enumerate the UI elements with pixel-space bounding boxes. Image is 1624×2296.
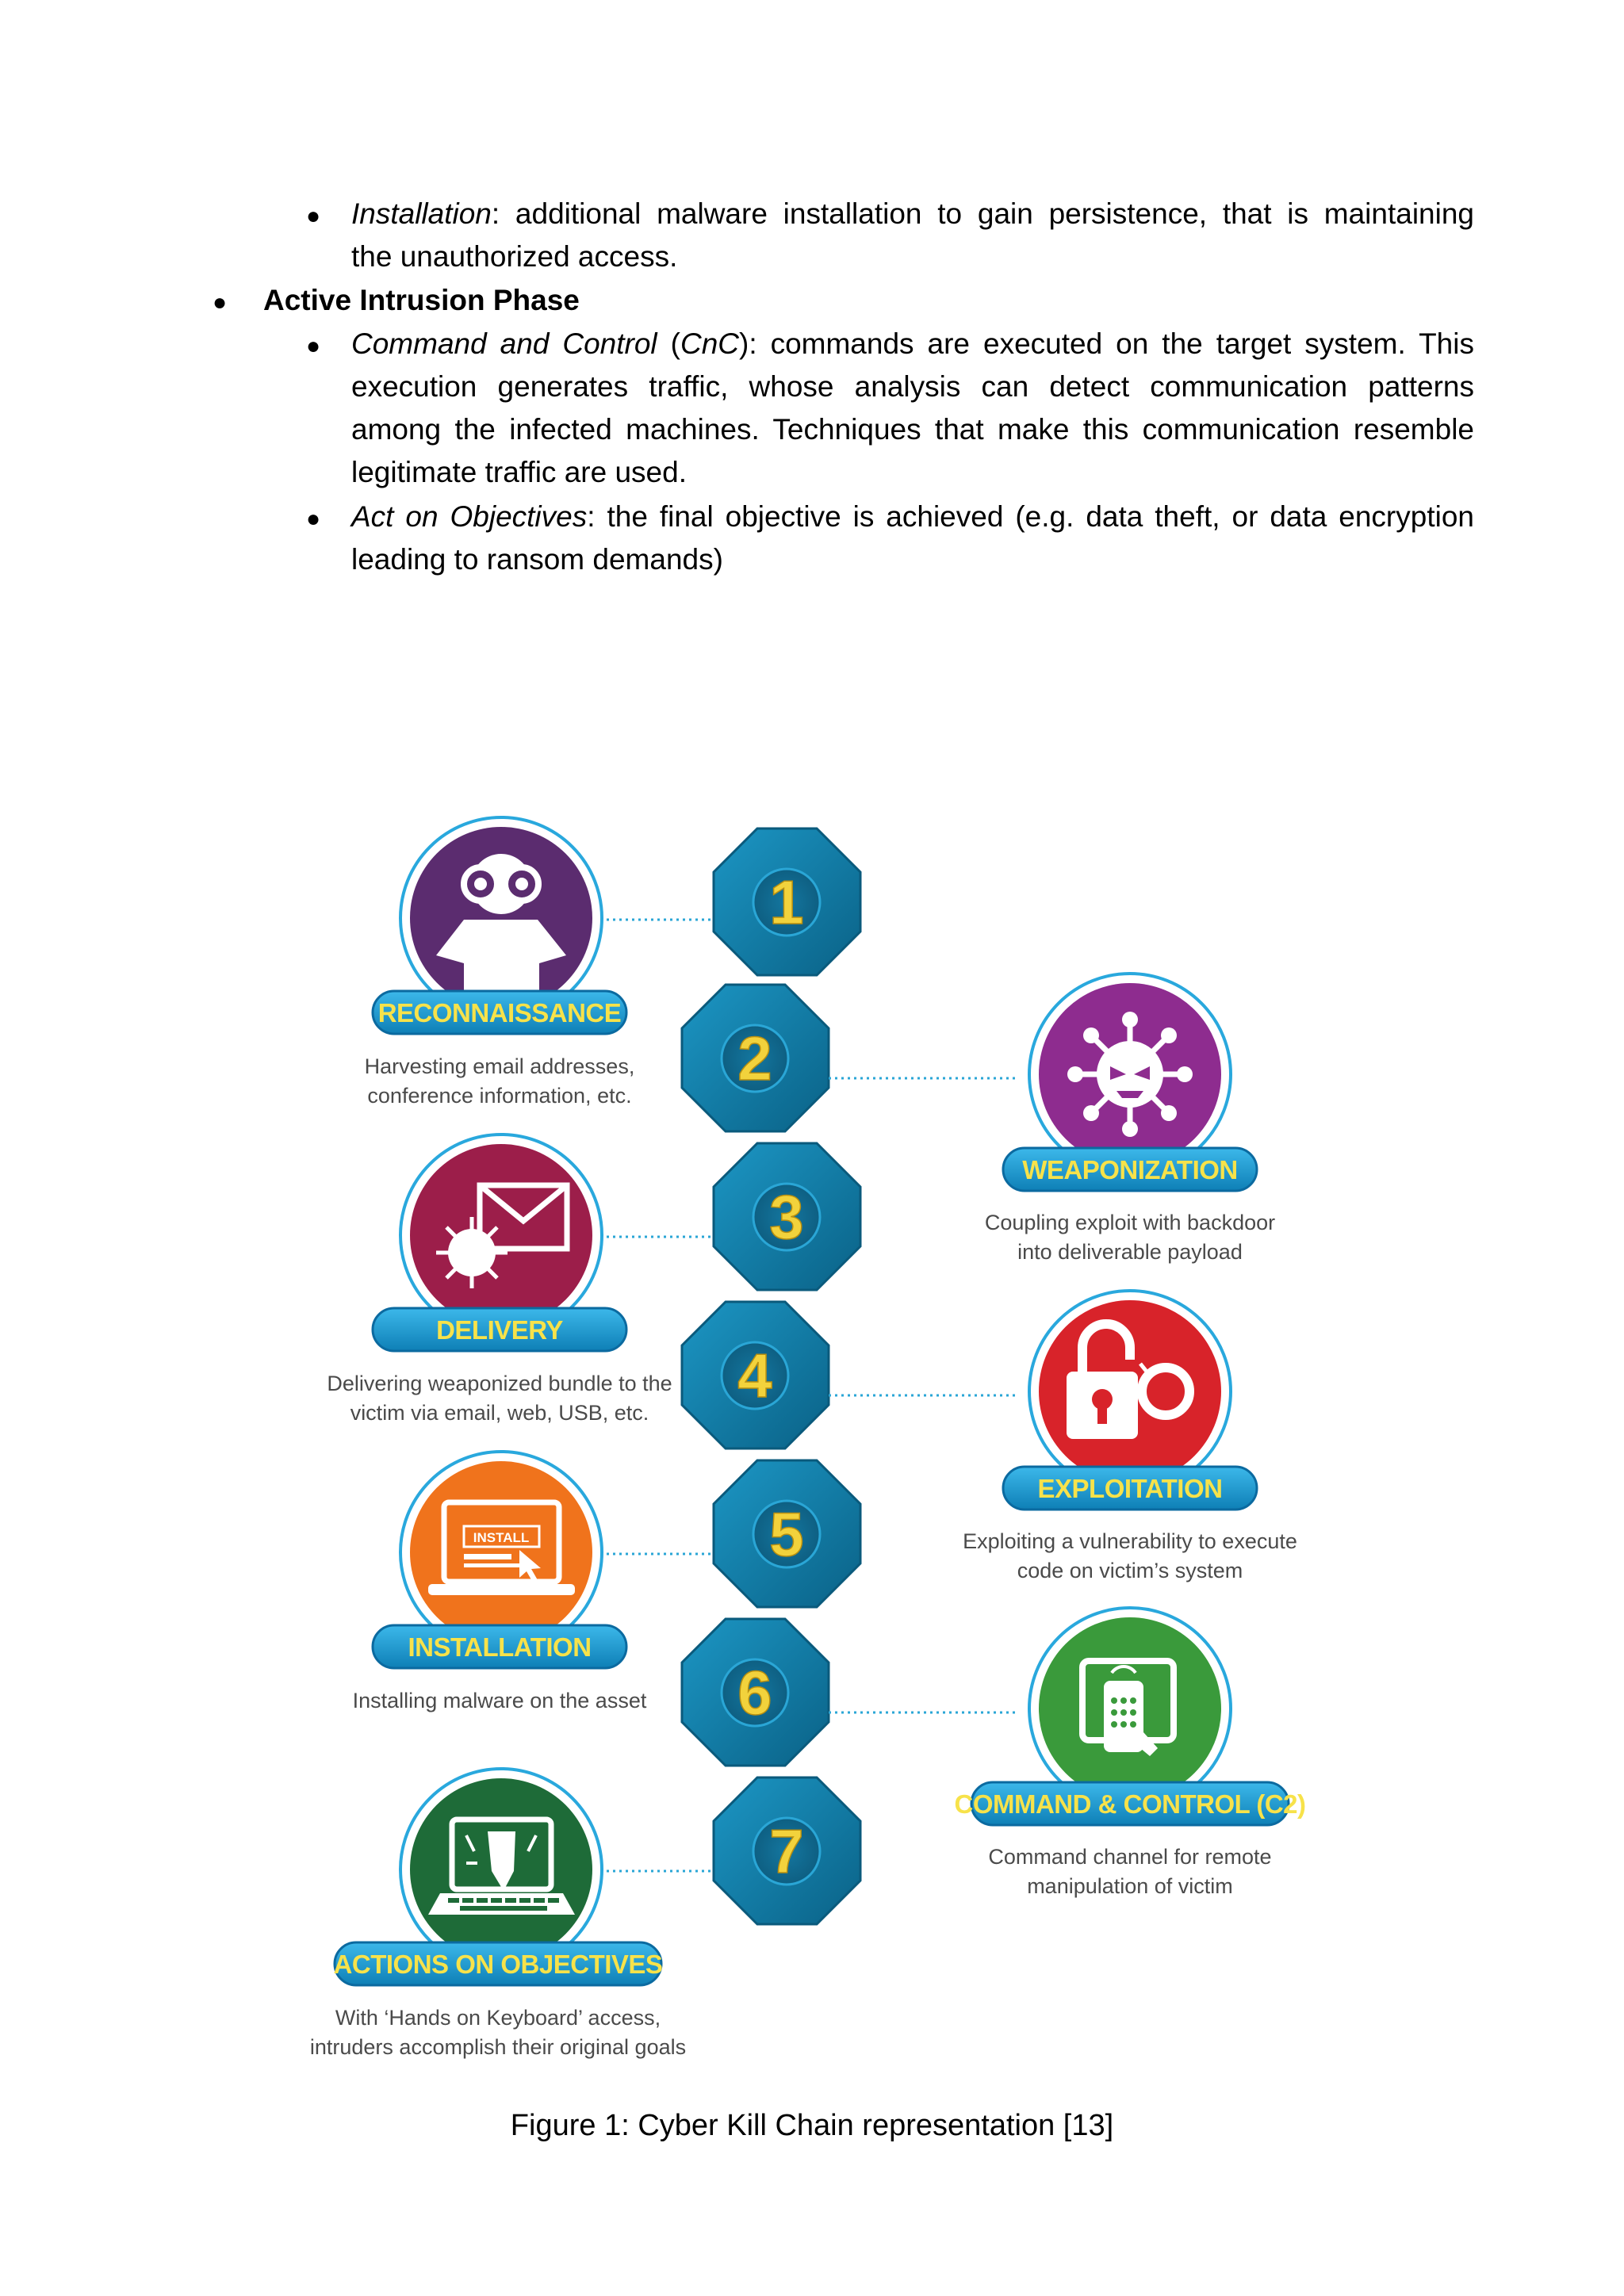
desc-command-control-1: Command channel for remote <box>988 1845 1272 1869</box>
chain-column <box>682 828 860 1924</box>
desc-actions-objectives-2: intruders accomplish their original goals <box>309 2035 687 2059</box>
cnc-abbrev: CnC <box>680 327 739 360</box>
kill-chain-figure <box>301 801 1324 2069</box>
title-weaponization: WEAPONIZATION <box>1022 1155 1238 1184</box>
cnc-term: Command and Control <box>351 327 657 360</box>
phase-heading: Active Intrusion Phase <box>263 284 580 316</box>
cnc-line-1: Command and Control (CnC): commands are executed on the target system. This <box>351 327 1474 360</box>
desc-exploitation-2: code on victim’s system <box>1017 1559 1243 1582</box>
chain-link-3 <box>714 1143 860 1290</box>
step-actions-objectives <box>310 1769 686 2059</box>
installation-term: Installation <box>351 197 492 230</box>
figure-caption: Figure 1: Cyber Kill Chain representation [13] <box>510 2109 1114 2142</box>
step-number-7: 7 <box>769 1816 804 1886</box>
chain-link-7 <box>714 1777 860 1924</box>
install-word: INSTALL <box>473 1530 530 1545</box>
desc-weaponization-2: into deliverable payload <box>1017 1240 1243 1264</box>
desc-actions-objectives-1: With ‘Hands on Keyboard’ access, <box>335 2006 661 2030</box>
bullet-phase: ● <box>213 289 228 316</box>
step-reconnaissance <box>365 817 635 1108</box>
chain-link-5 <box>714 1460 860 1607</box>
bullet-act: ● <box>306 506 321 532</box>
step-number-4: 4 <box>737 1341 772 1410</box>
act-term: Act on Objectives <box>351 500 588 533</box>
chain-link-2 <box>682 985 829 1131</box>
step-number-2: 2 <box>737 1024 772 1093</box>
kill-chain-svg <box>301 801 1324 2069</box>
desc-weaponization-1: Coupling exploit with backdoor <box>984 1211 1276 1234</box>
desc-command-control-2: manipulation of victim <box>1027 1874 1233 1898</box>
installation-line-2: the unauthorized access. <box>351 240 678 273</box>
desc-reconnaissance-1: Harvesting email addresses, <box>364 1054 635 1078</box>
installation-text: : additional malware installation to gain persistence, that is maintaining <box>491 197 1474 230</box>
bullet-cnc: ● <box>306 333 321 359</box>
act-line-1: Act on Objectives: the final objective is achieved (e.g. data theft, or data encryption <box>351 500 1474 533</box>
title-command-control: COMMAND & CONTROL (C2) <box>954 1789 1306 1819</box>
title-reconnaissance: RECONNAISSANCE <box>377 998 622 1027</box>
chain-link-4 <box>682 1302 829 1448</box>
act-line-2: leading to ransom demands) <box>351 543 723 576</box>
cnc-line-2: execution generates traffic, whose analysis can detect communication patterns <box>351 370 1474 403</box>
step-number-3: 3 <box>769 1182 804 1252</box>
desc-delivery-2: victim via email, web, USB, etc. <box>350 1401 649 1425</box>
bullet-installation: ● <box>306 203 321 229</box>
chain-link-6 <box>682 1619 829 1766</box>
step-number-1: 1 <box>769 867 804 937</box>
step-weaponization <box>985 974 1275 1264</box>
step-command-control <box>954 1608 1305 1898</box>
title-exploitation: EXPLOITATION <box>1037 1474 1223 1503</box>
title-installation: INSTALLATION <box>408 1632 592 1662</box>
virus-icon <box>1067 1012 1193 1137</box>
title-delivery: DELIVERY <box>436 1315 563 1345</box>
installation-line-1 <box>351 193 1474 236</box>
step-exploitation <box>963 1291 1297 1582</box>
desc-reconnaissance-2: conference information, etc. <box>367 1084 632 1108</box>
cnc-line-4: legitimate traffic are used. <box>351 456 687 488</box>
step-number-5: 5 <box>769 1499 804 1569</box>
step-installation <box>353 1452 647 1712</box>
chain-link-1 <box>714 828 860 975</box>
desc-exploitation-1: Exploiting a vulnerability to execute <box>963 1529 1297 1553</box>
hands-on-keyboard-icon <box>428 1820 575 1915</box>
desc-delivery-1: Delivering weaponized bundle to the <box>327 1372 672 1395</box>
desc-installation-1: Installing malware on the asset <box>352 1689 647 1712</box>
title-actions-objectives: ACTIONS ON OBJECTIVES <box>333 1950 663 1979</box>
cnc-line-3: among the infected machines. Techniques that make this communication resemble <box>351 413 1474 446</box>
step-number-6: 6 <box>737 1658 772 1728</box>
step-delivery <box>327 1135 672 1425</box>
